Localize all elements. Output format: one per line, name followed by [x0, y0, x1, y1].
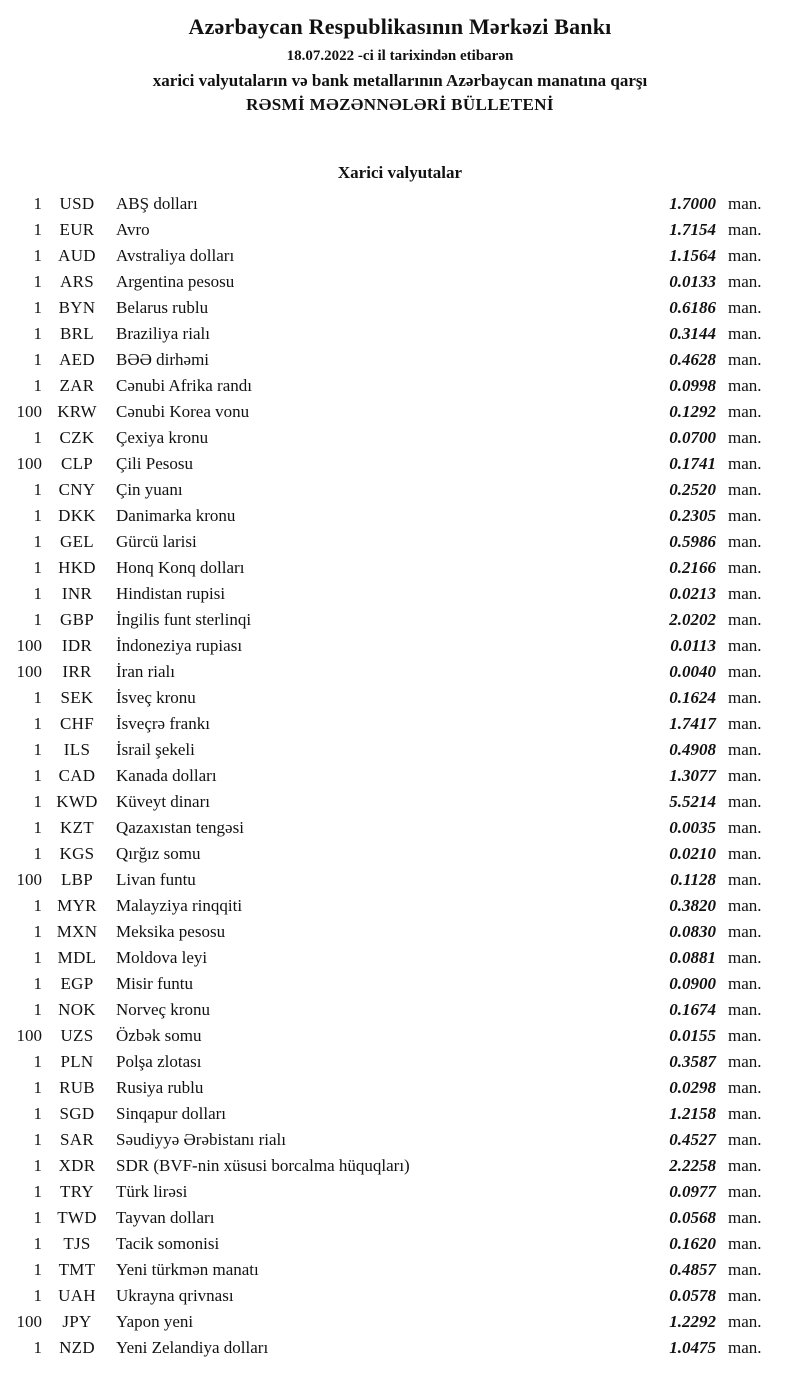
rate-unit-label: man. [728, 792, 762, 811]
rate-nominal: 1 [33, 948, 42, 967]
currency-code: INR [61, 584, 93, 603]
effective-date-line: 18.07.2022 -ci il tarixindən etibarən [286, 48, 514, 64]
rate-row [6, 867, 770, 893]
bulletin-title-line: RƏSMİ MƏZƏNNƏLƏRİ BÜLLETENİ [246, 95, 554, 114]
currency-name: Honq Konq dolları [116, 558, 245, 577]
rate-value: 0.3587 [669, 1052, 716, 1071]
currency-name: Braziliya rialı [116, 324, 210, 343]
currency-name: İndoneziya rupiası [116, 636, 243, 655]
rate-nominal: 1 [33, 766, 42, 785]
rate-row [6, 1023, 770, 1049]
rate-row [6, 477, 770, 503]
currency-name: Avstraliya dolları [116, 246, 235, 265]
currency-name: Qazaxıstan tengəsi [116, 818, 244, 837]
currency-name: Qırğız somu [116, 844, 201, 863]
rate-unit-label: man. [728, 766, 762, 785]
currency-code: SAR [60, 1130, 94, 1149]
rate-unit-label: man. [728, 922, 762, 941]
rate-value: 1.2292 [669, 1312, 716, 1331]
rate-value: 0.0155 [669, 1026, 716, 1045]
currency-code: SEK [60, 688, 94, 707]
rate-row [6, 711, 770, 737]
rate-row [6, 1231, 770, 1257]
rate-value: 0.0040 [669, 662, 716, 681]
rate-nominal: 100 [16, 1312, 42, 1331]
rate-unit-label: man. [728, 220, 762, 239]
rate-nominal: 1 [33, 1286, 42, 1305]
rate-nominal: 1 [33, 220, 42, 239]
rate-row [6, 347, 770, 373]
rate-unit-label: man. [728, 1338, 762, 1357]
rate-value: 0.0977 [669, 1182, 716, 1201]
rate-row [6, 425, 770, 451]
rate-value: 0.6186 [669, 298, 716, 317]
rate-row [6, 581, 770, 607]
rate-value: 0.4908 [669, 740, 716, 759]
rate-nominal: 1 [33, 1078, 42, 1097]
currency-code: BRL [60, 324, 94, 343]
currency-name: BƏƏ dirhəmi [116, 350, 210, 369]
rate-row [6, 529, 770, 555]
rate-row [6, 1309, 770, 1335]
rate-unit-label: man. [728, 844, 762, 863]
currency-code: MXN [56, 922, 98, 941]
rate-unit-label: man. [728, 480, 762, 499]
rate-unit-label: man. [728, 1000, 762, 1019]
rate-unit-label: man. [728, 610, 762, 629]
rate-unit-label: man. [728, 324, 762, 343]
rate-unit-label: man. [728, 1026, 762, 1045]
rate-row [6, 295, 770, 321]
rate-nominal: 1 [33, 688, 42, 707]
rate-nominal: 1 [33, 1052, 42, 1071]
rate-value: 0.0568 [669, 1208, 716, 1227]
currency-code: USD [59, 194, 95, 213]
rate-nominal: 1 [33, 194, 42, 213]
currency-name: SDR (BVF-nin xüsusi borcalma hüquqları) [116, 1156, 410, 1175]
rate-nominal: 100 [16, 636, 42, 655]
rate-row [6, 659, 770, 685]
rate-nominal: 1 [33, 922, 42, 941]
rate-nominal: 1 [33, 506, 42, 525]
rate-nominal: 1 [33, 1260, 42, 1279]
rate-nominal: 1 [33, 272, 42, 291]
rate-value: 0.1128 [670, 870, 716, 889]
currency-name: Danimarka kronu [116, 506, 236, 525]
rate-nominal: 1 [33, 1182, 42, 1201]
rate-row [6, 1075, 770, 1101]
currency-code: KZT [60, 818, 94, 837]
currency-name: Çexiya kronu [116, 428, 209, 447]
rate-nominal: 100 [16, 454, 42, 473]
rate-nominal: 1 [33, 1000, 42, 1019]
rates-table [0, 191, 800, 1375]
currency-name: Belarus rublu [116, 298, 209, 317]
rate-value: 0.1620 [669, 1234, 716, 1253]
rate-unit-label: man. [728, 246, 762, 265]
rate-value: 0.1292 [669, 402, 716, 421]
rate-nominal: 1 [33, 558, 42, 577]
rate-row [6, 373, 770, 399]
currency-code: RUB [59, 1078, 95, 1097]
rate-nominal: 1 [33, 610, 42, 629]
currency-name: Polşa zlotası [116, 1052, 202, 1071]
currency-name: Norveç kronu [116, 1000, 210, 1019]
currency-code: KWD [56, 792, 98, 811]
rate-nominal: 1 [33, 1338, 42, 1357]
currency-code: IRR [62, 662, 92, 681]
currency-code: DKK [58, 506, 96, 525]
rate-value: 0.2520 [669, 480, 716, 499]
section-title-foreign-currencies: Xarici valyutalar [337, 163, 463, 182]
bulletin-header [0, 14, 800, 115]
rate-value: 0.0700 [669, 428, 716, 447]
rate-nominal: 1 [33, 974, 42, 993]
rate-value: 0.0998 [669, 376, 716, 395]
currency-code: ZAR [59, 376, 95, 395]
currency-code: CLP [60, 454, 94, 473]
currency-code: CAD [58, 766, 96, 785]
currency-name: Səudiyyə Ərəbistanı rialı [116, 1130, 286, 1149]
rate-unit-label: man. [728, 454, 762, 473]
rate-value: 1.7154 [669, 220, 716, 239]
currency-code: JPY [62, 1312, 92, 1331]
rate-unit-label: man. [728, 1208, 762, 1227]
currency-name: İsrail şekeli [116, 740, 195, 759]
rate-value: 0.4527 [669, 1130, 716, 1149]
rate-value: 0.5986 [669, 532, 716, 551]
currency-name: Türk lirəsi [116, 1182, 188, 1201]
currency-code: TMT [58, 1260, 96, 1279]
rate-value: 2.2258 [669, 1156, 716, 1175]
rate-nominal: 1 [33, 298, 42, 317]
rate-row [6, 555, 770, 581]
currency-code: NZD [59, 1338, 95, 1357]
rate-unit-label: man. [728, 194, 762, 213]
currency-name: Tacik somonisi [116, 1234, 220, 1253]
rate-row [6, 1283, 770, 1309]
rate-value: 1.7417 [669, 714, 716, 733]
rate-nominal: 1 [33, 896, 42, 915]
currency-name: Hindistan rupisi [116, 584, 226, 603]
rate-value: 0.2305 [669, 506, 716, 525]
rate-row [6, 945, 770, 971]
currency-code: CNY [58, 480, 96, 499]
rate-nominal: 100 [16, 662, 42, 681]
rate-value: 1.0475 [669, 1338, 716, 1357]
rate-nominal: 1 [33, 792, 42, 811]
currency-name: İsveç kronu [116, 688, 196, 707]
rate-row [6, 997, 770, 1023]
rate-row [6, 685, 770, 711]
rate-nominal: 1 [33, 324, 42, 343]
subject-line: xarici valyutaların və bank metallarının Azərbaycan manatına qarşı [152, 71, 648, 90]
rate-row [6, 815, 770, 841]
currency-code: HKD [58, 558, 96, 577]
currency-name: Rusiya rublu [116, 1078, 204, 1097]
rate-unit-label: man. [728, 532, 762, 551]
rate-row [6, 1049, 770, 1075]
currency-name: Meksika pesosu [116, 922, 226, 941]
currency-code: CHF [60, 714, 94, 733]
rate-unit-label: man. [728, 818, 762, 837]
rate-value: 0.0830 [669, 922, 716, 941]
rate-unit-label: man. [728, 1156, 762, 1175]
currency-code: CZK [59, 428, 95, 447]
rate-value: 2.0202 [669, 610, 716, 629]
currency-code: BYN [58, 298, 96, 317]
rate-row [6, 269, 770, 295]
rate-unit-label: man. [728, 428, 762, 447]
rate-unit-label: man. [728, 688, 762, 707]
rate-row [6, 1101, 770, 1127]
rate-unit-label: man. [728, 714, 762, 733]
rate-unit-label: man. [728, 1260, 762, 1279]
rate-row [6, 919, 770, 945]
currency-name: Argentina pesosu [116, 272, 235, 291]
rate-nominal: 1 [33, 376, 42, 395]
rate-nominal: 1 [33, 480, 42, 499]
currency-name: Moldova leyi [116, 948, 208, 967]
rate-value: 1.7000 [669, 194, 716, 213]
currency-name: İngilis funt sterlinqi [116, 610, 252, 629]
rate-nominal: 1 [33, 1234, 42, 1253]
rate-value: 1.2158 [669, 1104, 716, 1123]
rate-unit-label: man. [728, 1078, 762, 1097]
rate-value: 0.1674 [669, 1000, 716, 1019]
currency-name: Ukrayna qrivnası [116, 1286, 234, 1305]
currency-code: IDR [61, 636, 93, 655]
currency-code: MYR [57, 896, 97, 915]
currency-code: MDL [57, 948, 97, 967]
rate-value: 1.3077 [669, 766, 716, 785]
currency-code: AED [59, 350, 95, 369]
rate-unit-label: man. [728, 662, 762, 681]
currency-name: Özbək somu [116, 1026, 202, 1045]
rate-row [6, 841, 770, 867]
currency-code: GEL [60, 532, 94, 551]
currency-code: TJS [63, 1234, 91, 1253]
currency-name: Tayvan dolları [116, 1208, 215, 1227]
rate-unit-label: man. [728, 402, 762, 421]
rate-unit-label: man. [728, 1104, 762, 1123]
rate-nominal: 1 [33, 714, 42, 733]
rate-row [6, 607, 770, 633]
currency-code: UAH [58, 1286, 96, 1305]
rate-row [6, 1205, 770, 1231]
currency-code: EUR [59, 220, 95, 239]
rate-value: 0.0210 [669, 844, 716, 863]
rate-value: 0.4628 [669, 350, 716, 369]
currency-code: ILS [63, 740, 91, 759]
rate-value: 0.4857 [669, 1260, 716, 1279]
rate-value: 0.3144 [669, 324, 716, 343]
rate-unit-label: man. [728, 974, 762, 993]
rate-value: 0.0298 [669, 1078, 716, 1097]
rate-nominal: 1 [33, 1130, 42, 1149]
rate-unit-label: man. [728, 896, 762, 915]
rate-row [6, 1127, 770, 1153]
rate-unit-label: man. [728, 740, 762, 759]
rate-nominal: 100 [16, 402, 42, 421]
currency-code: EGP [60, 974, 94, 993]
rate-value: 0.0578 [669, 1286, 716, 1305]
currency-name: Küveyt dinarı [116, 792, 210, 811]
currency-name: Yeni Zelandiya dolları [116, 1338, 269, 1357]
rate-row [6, 633, 770, 659]
rate-unit-label: man. [728, 506, 762, 525]
rate-row [6, 451, 770, 477]
currency-code: TRY [60, 1182, 94, 1201]
currency-code: LBP [60, 870, 94, 889]
currency-code: XDR [58, 1156, 96, 1175]
currency-name: Avro [116, 220, 150, 239]
currency-name: Misir funtu [116, 974, 193, 993]
rate-value: 0.3820 [669, 896, 716, 915]
currency-name: ABŞ dolları [116, 194, 198, 213]
currency-name: Cənubi Korea vonu [116, 402, 250, 421]
rate-value: 0.2166 [669, 558, 716, 577]
currency-code: UZS [60, 1026, 94, 1045]
currency-name: Malayziya rinqqiti [116, 896, 243, 915]
rate-nominal: 1 [33, 1104, 42, 1123]
rate-row [6, 243, 770, 269]
rate-nominal: 1 [33, 350, 42, 369]
rate-unit-label: man. [728, 1312, 762, 1331]
rate-value: 0.0035 [669, 818, 716, 837]
rate-nominal: 1 [33, 532, 42, 551]
currency-name: Cənubi Afrika randı [116, 376, 252, 395]
rate-unit-label: man. [728, 298, 762, 317]
rate-row [6, 1179, 770, 1205]
rate-unit-label: man. [728, 1286, 762, 1305]
rate-row [6, 399, 770, 425]
currency-code: SGD [59, 1104, 95, 1123]
currency-name: İsveçrə frankı [116, 714, 210, 733]
rate-nominal: 1 [33, 740, 42, 759]
rate-unit-label: man. [728, 272, 762, 291]
currency-code: KGS [59, 844, 95, 863]
rate-row [6, 191, 770, 217]
rate-value: 0.0213 [669, 584, 716, 603]
currency-code: PLN [60, 1052, 94, 1071]
rate-unit-label: man. [728, 870, 762, 889]
rate-unit-label: man. [728, 1052, 762, 1071]
rate-value: 0.0113 [670, 636, 716, 655]
currency-code: ARS [60, 272, 94, 291]
rate-unit-label: man. [728, 1234, 762, 1253]
rate-value: 0.0881 [669, 948, 716, 967]
rate-unit-label: man. [728, 558, 762, 577]
currency-name: Gürcü larisi [116, 532, 197, 551]
currency-name: Yapon yeni [116, 1312, 194, 1331]
rate-row [6, 737, 770, 763]
rate-value: 0.1624 [669, 688, 716, 707]
rate-row [6, 1335, 770, 1361]
bank-name-title: Azərbaycan Respublikasının Mərkəzi Bankı [188, 14, 612, 39]
rate-value: 1.1564 [669, 246, 716, 265]
rate-value: 0.0900 [669, 974, 716, 993]
rate-nominal: 1 [33, 844, 42, 863]
rate-unit-label: man. [728, 376, 762, 395]
rates-rows [6, 191, 770, 1361]
currency-code: NOK [58, 1000, 96, 1019]
currency-code: AUD [58, 246, 96, 265]
rate-nominal: 1 [33, 1156, 42, 1175]
rate-unit-label: man. [728, 636, 762, 655]
rate-row [6, 321, 770, 347]
rate-row [6, 503, 770, 529]
rate-row [6, 1153, 770, 1179]
rate-unit-label: man. [728, 948, 762, 967]
currency-name: Sinqapur dolları [116, 1104, 227, 1123]
currency-name: Yeni türkmən manatı [116, 1260, 259, 1279]
currency-name: Livan funtu [116, 870, 196, 889]
rate-value: 0.0133 [669, 272, 716, 291]
rate-nominal: 1 [33, 428, 42, 447]
currency-code: KRW [57, 402, 97, 421]
rate-row [6, 971, 770, 997]
rate-nominal: 1 [33, 818, 42, 837]
rate-row [6, 217, 770, 243]
rate-nominal: 100 [16, 1026, 42, 1045]
rate-unit-label: man. [728, 350, 762, 369]
currency-code: TWD [57, 1208, 97, 1227]
currency-name: Çili Pesosu [116, 454, 193, 473]
rate-unit-label: man. [728, 1182, 762, 1201]
rate-value: 0.1741 [669, 454, 716, 473]
rate-row [6, 893, 770, 919]
rate-unit-label: man. [728, 1130, 762, 1149]
rate-nominal: 1 [33, 584, 42, 603]
rate-nominal: 1 [33, 1208, 42, 1227]
currency-name: Çin yuanı [116, 480, 183, 499]
rate-row [6, 763, 770, 789]
rate-row [6, 789, 770, 815]
currency-code: GBP [60, 610, 94, 629]
rate-unit-label: man. [728, 584, 762, 603]
rate-nominal: 1 [33, 246, 42, 265]
currency-name: Kanada dolları [116, 766, 217, 785]
rate-nominal: 100 [16, 870, 42, 889]
rate-value: 5.5214 [669, 792, 716, 811]
rate-row [6, 1257, 770, 1283]
currency-name: İran rialı [116, 662, 175, 681]
